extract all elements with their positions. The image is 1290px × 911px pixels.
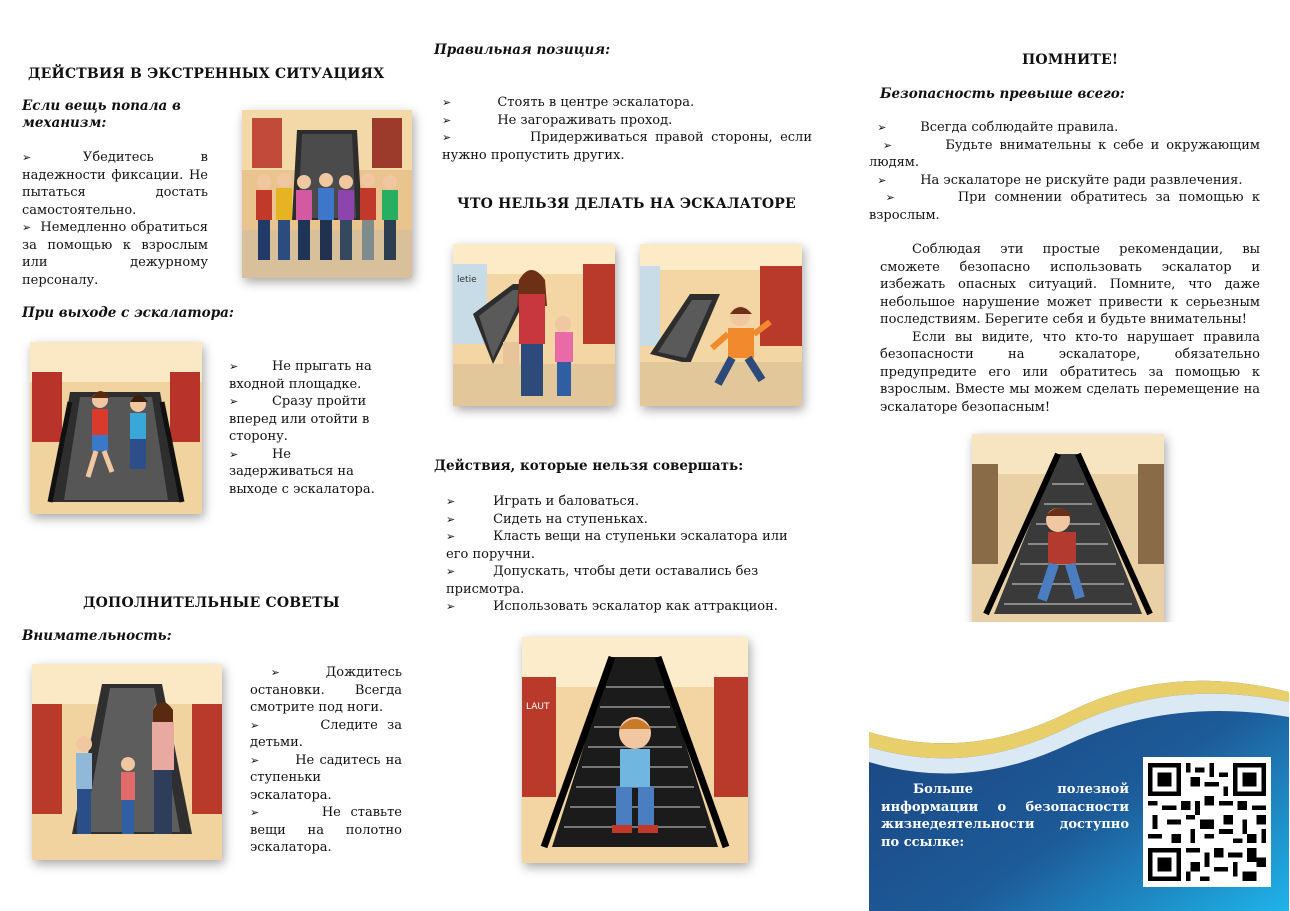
list-item bbox=[250, 664, 402, 717]
bullet-icon: ➢ bbox=[446, 565, 456, 578]
stuck-heading: Если вещь попала в механизм: bbox=[22, 98, 181, 131]
list-item-text: Не прыгать на входной площадке. bbox=[229, 359, 372, 392]
list-item bbox=[446, 528, 794, 563]
bullet-icon: ➢ bbox=[442, 113, 452, 127]
list-item-text: Не садитесь на ступеньки эскалатора. bbox=[250, 752, 403, 803]
list-item-text: Допускать, чтобы дети оставались без присмотра. bbox=[446, 564, 759, 597]
list-item-text: Немедленно обратиться за помощью к взрослым или дежурному персоналу. bbox=[22, 220, 208, 288]
list-item-text: Стоять в центре эскалатора. bbox=[497, 95, 695, 110]
list-item bbox=[442, 129, 812, 164]
running-boy-image bbox=[640, 244, 802, 406]
list-item-text: Сидеть на ступеньках. bbox=[493, 511, 648, 527]
list-item-text: Будьте внимательны к себе и окружающим людям. bbox=[869, 137, 1261, 170]
bullet-icon: ➢ bbox=[229, 360, 239, 373]
list-item-text: Не задерживаться на выходе с эскалатора. bbox=[229, 446, 375, 497]
bullet-icon: ➢ bbox=[446, 530, 456, 543]
list-item bbox=[22, 219, 208, 289]
list-item bbox=[869, 119, 1260, 137]
list-item bbox=[446, 493, 794, 511]
exit-heading: При выходе с эскалатора: bbox=[22, 305, 234, 321]
list-item-text: Класть вещи на ступеньки эскалатора или его поручни. bbox=[446, 529, 788, 562]
list-item bbox=[250, 804, 402, 857]
list-item bbox=[446, 511, 794, 529]
falling-boy-image bbox=[972, 434, 1164, 626]
list-item-text: Играть и баловаться. bbox=[493, 494, 640, 509]
stuck-list bbox=[22, 149, 208, 289]
closing-paragraphs bbox=[880, 241, 1260, 416]
paragraph-1: Соблюдая эти простые рекомендации, вы сможете безопасно использовать эскалатор и избежать опасных ситуаций. Помните, что даже небольшое нарушение может привести к серьезным последствиям. Берегите себя и будьте внимательны! bbox=[880, 242, 1260, 327]
list-item bbox=[442, 112, 812, 130]
bullet-icon: ➢ bbox=[446, 495, 456, 508]
bullet-icon: ➢ bbox=[442, 96, 452, 109]
list-item-text: Придерживаться правой стороны, если нужно пропустить других. bbox=[442, 130, 812, 163]
attention-heading: Внимательность: bbox=[22, 628, 172, 644]
list-item-text: Убедитесь в надежности фиксации. Не пытаться достать самостоятельно. bbox=[22, 150, 208, 218]
list-item-text: Не загораживать проход. bbox=[497, 112, 673, 128]
list-item bbox=[229, 393, 391, 446]
list-item bbox=[869, 137, 1260, 172]
bullet-icon: ➢ bbox=[250, 753, 260, 767]
position-heading: Правильная позиция: bbox=[434, 42, 611, 58]
position-list bbox=[442, 94, 812, 164]
list-item bbox=[229, 358, 391, 393]
list-item bbox=[250, 752, 402, 805]
banner-text: Больше полезной информации о безопасности жизнедеятельности доступно по ссылке: bbox=[881, 782, 1129, 850]
list-item bbox=[442, 94, 812, 112]
list-item-text: Дождитесь остановки. Всегда смотрите под ноги. bbox=[250, 665, 402, 715]
bullet-icon: ➢ bbox=[250, 718, 260, 732]
forbidden-title: ЧТО НЕЛЬЗЯ ДЕЛАТЬ НА ЭСКАЛАТОРЕ bbox=[457, 196, 796, 212]
list-item-text: Сразу пройти вперед или отойти в сторону. bbox=[229, 394, 370, 444]
bullet-icon: ➢ bbox=[442, 131, 452, 144]
mother-daughter-image bbox=[453, 244, 615, 406]
bullet-icon: ➢ bbox=[270, 666, 280, 679]
list-item-text: Всегда соблюдайте правила. bbox=[920, 120, 1119, 135]
list-item bbox=[22, 149, 208, 219]
list-item-text: Не ставьте вещи на полотно эскалатора. bbox=[250, 805, 403, 855]
bullet-icon: ➢ bbox=[877, 121, 887, 134]
bullet-icon: ➢ bbox=[22, 221, 32, 234]
bullet-icon: ➢ bbox=[877, 173, 887, 187]
list-item bbox=[446, 563, 794, 598]
tips-title: ДОПОЛНИТЕЛЬНЫЕ СОВЕТЫ bbox=[83, 595, 340, 611]
safety-list bbox=[869, 119, 1260, 224]
bullet-icon: ➢ bbox=[446, 512, 456, 526]
shop-sign: letie bbox=[457, 275, 477, 285]
bullet-icon: ➢ bbox=[22, 151, 32, 164]
list-item bbox=[869, 172, 1260, 190]
list-item bbox=[446, 598, 794, 616]
attention-list bbox=[250, 664, 402, 857]
exit-list bbox=[229, 358, 391, 498]
bullet-icon: ➢ bbox=[882, 138, 893, 152]
family-escalator-image bbox=[32, 664, 222, 860]
list-item-text: Следите за детьми. bbox=[250, 717, 402, 750]
actions-list bbox=[446, 493, 794, 616]
emergency-title: ДЕЙСТВИЯ В ЭКСТРЕННЫХ СИТУАЦИЯХ bbox=[28, 66, 385, 82]
list-item-text: На эскалаторе не рискуйте ради развлечения. bbox=[920, 172, 1243, 188]
bullet-icon: ➢ bbox=[229, 447, 239, 461]
safety-heading: Безопасность превыше всего: bbox=[880, 86, 1125, 102]
running-girls-image bbox=[30, 342, 202, 514]
list-item bbox=[250, 717, 402, 752]
bullet-icon: ➢ bbox=[229, 395, 239, 408]
girls-escalator-image bbox=[242, 110, 412, 278]
actions-heading: Действия, которые нельзя совершать: bbox=[434, 458, 744, 474]
shop-sign-2: LAUT bbox=[526, 702, 550, 712]
remember-title: ПОМНИТЕ! bbox=[1022, 52, 1119, 68]
list-item-text: Использовать эскалатор как аттракцион. bbox=[493, 599, 778, 614]
bullet-icon: ➢ bbox=[250, 806, 260, 819]
list-item-text: При сомнении обратитесь за помощью к взрослым. bbox=[869, 190, 1261, 223]
sitting-child-image bbox=[522, 637, 748, 863]
list-item bbox=[229, 446, 391, 499]
paragraph-2: Если вы видите, что кто-то нарушает правила безопасности на эскалаторе, обязательно предупредите его или обратитесь за помощью к взрослым. Вместе мы можем сделать перемещение на эскалаторе безопасным! bbox=[880, 329, 1260, 415]
bullet-icon: ➢ bbox=[885, 191, 895, 204]
bullet-icon: ➢ bbox=[446, 600, 456, 613]
qr-code[interactable] bbox=[1143, 757, 1271, 887]
list-item bbox=[869, 189, 1260, 224]
